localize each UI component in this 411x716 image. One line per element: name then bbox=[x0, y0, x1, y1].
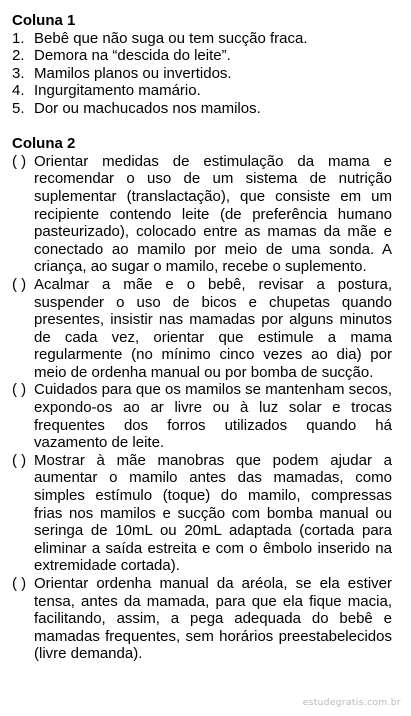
item-number: 2. bbox=[12, 47, 25, 65]
column-1-item-3 bbox=[12, 65, 392, 83]
watermark: estudegratis.com.br bbox=[302, 698, 401, 708]
column-1-item-4 bbox=[12, 82, 392, 100]
answer-blank: ( ) bbox=[12, 275, 27, 293]
answer-blank: ( ) bbox=[12, 575, 27, 592]
document bbox=[12, 12, 392, 663]
item-text: Dor ou machucados nos mamilos. bbox=[34, 99, 261, 117]
column-2-item-1 bbox=[12, 153, 392, 276]
section-spacer bbox=[12, 118, 392, 136]
column-1-item-1 bbox=[12, 30, 392, 48]
item-text: Cuidados para que os mamilos se mantenham secos, expondo-os ao ar livre ou à luz solar e trocas frequentes dos forros utilizados quando há vazamento de leite. bbox=[34, 381, 392, 452]
item-text: Acalmar a mãe e o bebê, revisar a postura, suspender o uso de bicos e chupetas quando presentes, insistir nas mamadas por alguns minutos de cada vez, orientar que estimule a mama regularmente (no mínimo cinco vezes ao dia) por meio de ordenha manual ou por bomba de sucção. bbox=[34, 275, 392, 381]
item-number: 1. bbox=[12, 29, 25, 47]
column-1-item-2 bbox=[12, 47, 392, 65]
item-text: Orientar medidas de estimulação da mama e recomendar o uso de um sistema de nutrição suplementar (translactação), que consiste em um recipiente contendo leite (de preferência humano pasteurizado), colocado entre as mamas da mãe e conectado ao mamilo por meio de uma sonda. A criança, ao sugar o mamilo, recebe o suplemento. bbox=[34, 152, 392, 276]
item-text: Ingurgitamento mamário. bbox=[34, 82, 201, 100]
item-text: Bebê que não suga ou tem sucção fraca. bbox=[34, 29, 308, 47]
answer-blank: ( ) bbox=[12, 152, 27, 170]
column-1-item-5 bbox=[12, 100, 392, 118]
item-number: 4. bbox=[12, 82, 25, 100]
item-number: 5. bbox=[12, 99, 25, 117]
column-2-item-4 bbox=[12, 452, 392, 575]
answer-blank: ( ) bbox=[12, 451, 27, 469]
column-2-heading: Coluna 2 bbox=[12, 135, 76, 153]
column-2-item-2 bbox=[12, 276, 392, 382]
item-text: Demora na “descida do leite”. bbox=[34, 47, 231, 65]
column-2-item-3 bbox=[12, 381, 392, 451]
item-number: 3. bbox=[12, 64, 25, 82]
column-1-list bbox=[12, 30, 392, 118]
column-2-item-5 bbox=[12, 575, 392, 663]
column-2-list bbox=[12, 153, 392, 663]
item-text: Orientar ordenha manual da aréola, se ela estiver tensa, antes da mamada, para que ela fique macia, facilitando, assim, a pega adequada do bebê e mamadas frequentes, sem horários preestabelecidos (livre demanda). bbox=[34, 575, 392, 663]
answer-blank: ( ) bbox=[12, 381, 27, 399]
item-text: Mostrar à mãe manobras que podem ajudar a aumentar o mamilo antes das mamadas, como simples estímulo (toque) do mamilo, compressas frias nos mamilos e sucção com bomba manual ou seringa de 10mL ou 20mL adaptada (cortada para eliminar a saída estreita e com o êmbolo inserido na extremidade cortada). bbox=[34, 451, 392, 575]
item-text: Mamilos planos ou invertidos. bbox=[34, 64, 232, 82]
column-1-heading: Coluna 1 bbox=[12, 12, 76, 29]
